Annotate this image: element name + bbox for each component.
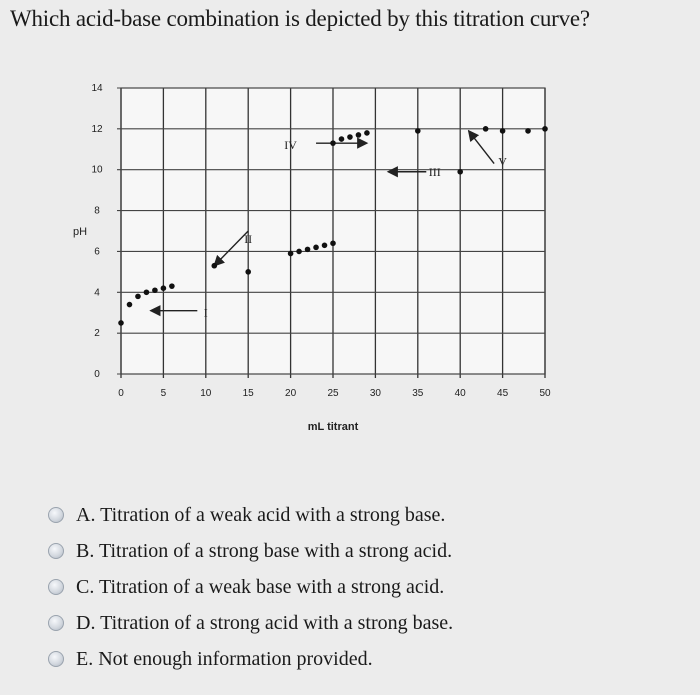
x-tick-label: 40 (454, 388, 466, 399)
data-point (144, 289, 150, 295)
data-point (127, 302, 133, 308)
y-tick-label: 12 (91, 123, 103, 135)
data-point (161, 285, 167, 291)
y-tick-label: 0 (94, 369, 100, 380)
data-point (356, 132, 362, 138)
option-d-label: D. Titration of a strong acid with a strong base. (76, 611, 454, 634)
annotation-label: I (203, 305, 208, 320)
x-tick-label: 45 (497, 388, 509, 399)
option-a-radio[interactable] (48, 507, 64, 523)
option-e-radio[interactable] (48, 651, 64, 667)
data-point (347, 134, 353, 140)
y-tick-label: 6 (94, 246, 100, 258)
option-b[interactable] (48, 533, 453, 569)
option-c[interactable] (48, 569, 453, 605)
option-e-label: E. Not enough information provided. (76, 647, 373, 670)
annotation-label: V (498, 154, 507, 169)
option-b-label: B. Titration of a strong base with a strong acid. (76, 539, 453, 562)
annotation-label: IV (284, 138, 297, 153)
data-point (483, 126, 489, 132)
x-tick-label: 20 (285, 388, 297, 399)
titration-chart (0, 60, 700, 440)
x-tick-label: 35 (412, 388, 424, 399)
data-point (296, 249, 302, 255)
data-point (525, 128, 531, 134)
x-tick-label: 15 (242, 388, 254, 399)
y-axis-title: pH (72, 226, 88, 238)
x-axis-title: mL titrant (307, 421, 359, 433)
data-point (211, 263, 217, 269)
y-tick-label: 2 (94, 328, 100, 340)
data-point (118, 320, 124, 326)
annotation-label: II (244, 232, 253, 247)
data-point (415, 128, 421, 134)
option-c-radio[interactable] (48, 579, 64, 595)
option-c-label: C. Titration of a weak base with a strong acid. (76, 575, 445, 598)
data-point (500, 128, 506, 134)
x-tick-label: 30 (369, 388, 381, 399)
data-point (169, 283, 175, 289)
data-point (330, 240, 336, 246)
data-point (457, 169, 463, 175)
option-b-radio[interactable] (48, 543, 64, 559)
data-point (364, 130, 370, 136)
data-point (288, 251, 294, 257)
x-tick-label: 10 (200, 388, 212, 399)
x-tick-label: 5 (160, 388, 167, 399)
answer-options (48, 497, 453, 677)
y-tick-label: 14 (91, 83, 103, 94)
x-tick-label: 0 (118, 388, 124, 399)
data-point (245, 269, 251, 275)
option-e[interactable] (48, 641, 453, 677)
data-point (339, 136, 345, 142)
data-point (322, 243, 328, 249)
y-tick-label: 4 (94, 287, 100, 299)
y-tick-label: 8 (94, 205, 100, 217)
data-point (313, 245, 319, 251)
data-point (330, 140, 336, 146)
data-point (152, 287, 158, 293)
y-tick-label: 10 (91, 164, 103, 176)
annotation-label: III (428, 164, 441, 179)
option-d[interactable] (48, 605, 453, 641)
data-point (542, 126, 548, 132)
x-tick-label: 25 (327, 388, 339, 399)
x-tick-label: 50 (539, 388, 551, 399)
chart-grid (117, 88, 545, 378)
option-a[interactable] (48, 497, 453, 533)
data-point (135, 294, 141, 300)
option-d-radio[interactable] (48, 615, 64, 631)
question-text: Which acid-base combination is depicted by this titration curve? (10, 6, 590, 31)
option-a-label: A. Titration of a weak acid with a strong base. (76, 503, 446, 526)
data-point (305, 247, 311, 253)
